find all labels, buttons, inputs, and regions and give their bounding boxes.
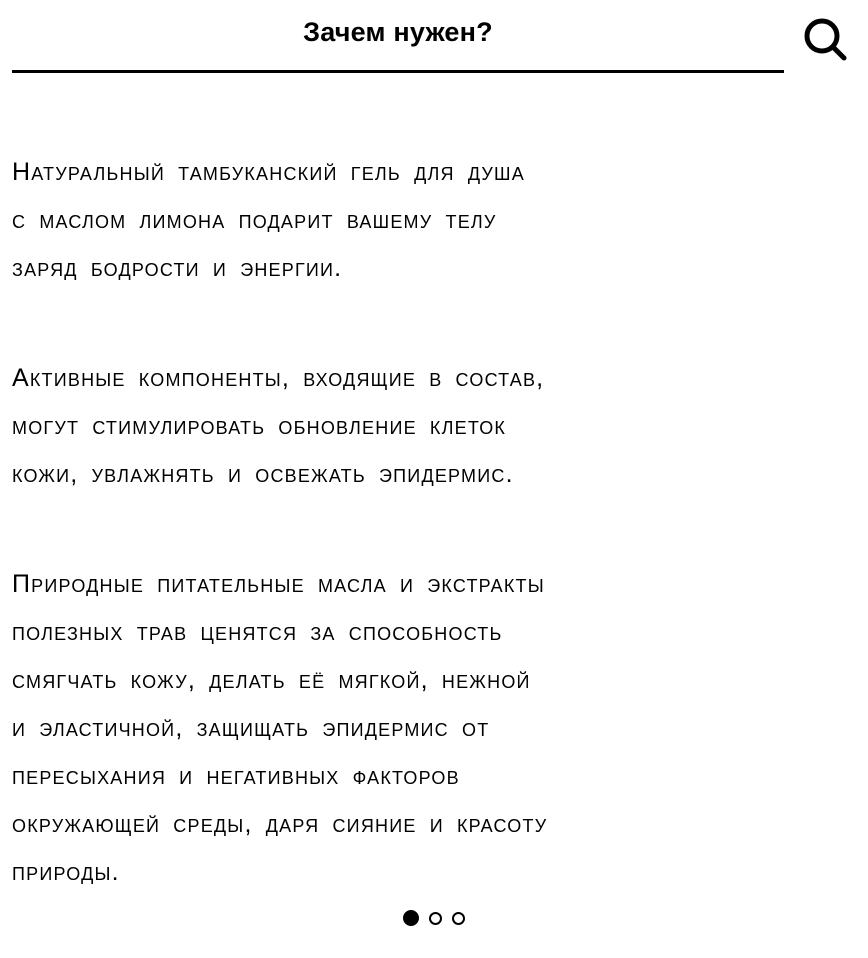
pagination-dot[interactable] [429,912,442,925]
text-line: с маслом лимона подарит вашему телу [12,206,497,234]
search-icon[interactable] [800,12,856,68]
text-line: Природные питательные масла и экстракты [12,570,545,598]
header-divider [12,70,784,73]
pagination-dot[interactable] [452,912,465,925]
paragraph-intro [12,148,802,292]
text-line: и эластичной, защищать эпидермис от [12,714,490,742]
text-line: Натуральный тамбуканский гель для душа [12,158,525,186]
pagination-dots [0,908,868,928]
description-text [12,148,802,958]
page-title: Зачем нужен? [303,17,493,47]
text-line: кожи, увлажнять и освежать эпидермис. [12,460,514,488]
text-line: пересыхания и негативных факторов [12,762,460,790]
header [0,0,868,80]
text-line: окружающей среды, даря сияние и красоту [12,810,548,838]
text-line: полезных трав ценятся за способность [12,618,503,646]
text-line: Активные компоненты, входящие в состав, [12,364,545,392]
text-line: природы. [12,858,120,886]
text-line: смягчать кожу, делать её мягкой, нежной [12,666,531,694]
text-line: заряд бодрости и энергии. [12,254,343,282]
paragraph-oils [12,560,802,896]
pagination-dot-active[interactable] [403,910,419,926]
text-line: могут стимулировать обновление клеток [12,412,507,440]
paragraph-components [12,354,802,498]
